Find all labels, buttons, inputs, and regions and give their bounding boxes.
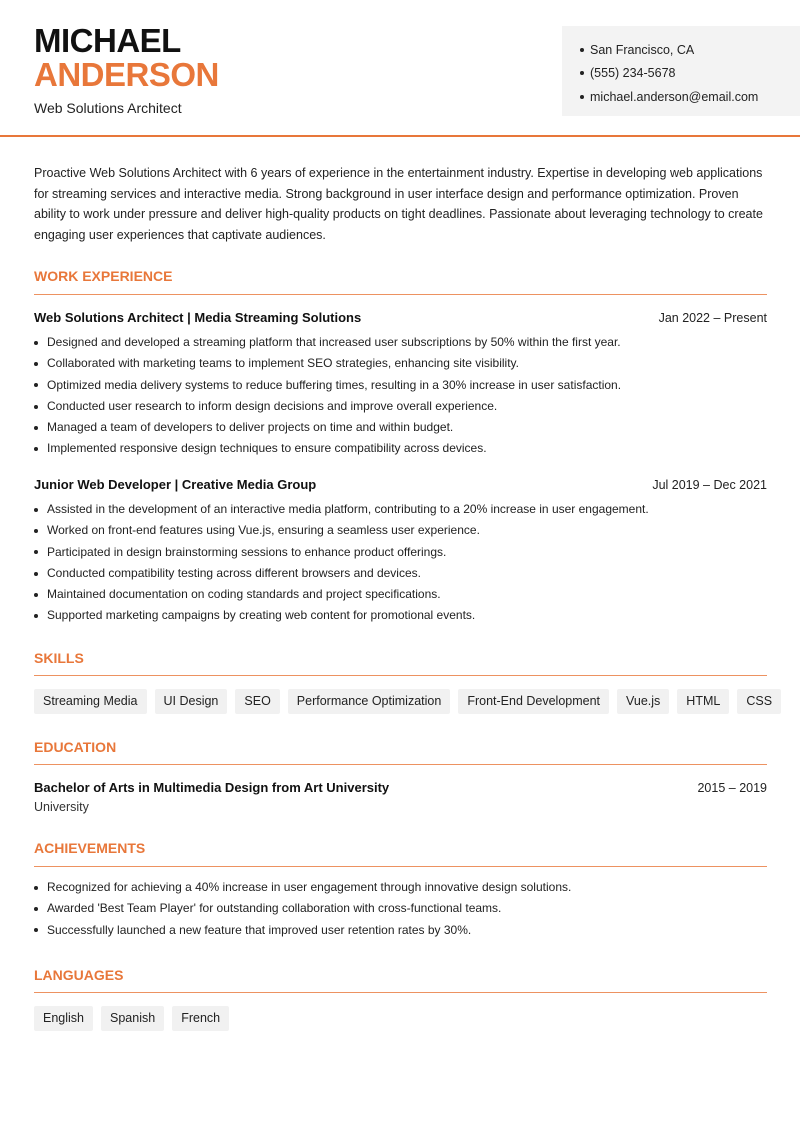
role-header xyxy=(34,477,767,492)
language-tag: French xyxy=(172,1006,229,1031)
role-bullets xyxy=(34,499,769,627)
bullet-text: Recognized for achieving a 40% increase in user engagement through innovative design solutions. xyxy=(47,880,572,894)
bullet-icon xyxy=(34,362,38,366)
bullet-text: Assisted in the development of an interactive media platform, contributing to a 20% increase in user engagement. xyxy=(47,502,649,516)
role-title: Junior Web Developer | Creative Media Group xyxy=(34,477,317,492)
bullet-text: Managed a team of developers to deliver projects on time and within budget. xyxy=(47,420,454,435)
achievements-list xyxy=(34,877,769,941)
first-name: MICHAEL xyxy=(34,22,181,59)
list-item xyxy=(34,563,769,584)
contact-phone-text: (555) 234-5678 xyxy=(590,66,676,81)
bullet-icon xyxy=(34,907,38,911)
contact-email-text[interactable]: michael.anderson@email.com xyxy=(590,89,759,104)
list-item xyxy=(34,332,769,353)
bullet-text: Conducted user research to inform design decisions and improve overall experience. xyxy=(47,398,498,413)
last-name: ANDERSON xyxy=(34,56,219,93)
list-item xyxy=(34,353,769,374)
skill-tag: CSS xyxy=(737,689,781,714)
list-item xyxy=(34,438,769,459)
contact-location-text: San Francisco, CA xyxy=(590,42,695,57)
bullet-icon xyxy=(34,550,38,554)
bullet-text: Worked on front-end features using Vue.js, ensuring a seamless user experience. xyxy=(47,523,480,538)
bullet-text: Designed and developed a streaming platform that increased user subscriptions by 50% within the first year. xyxy=(47,335,621,349)
school-name: University xyxy=(34,800,89,814)
bullet-text: Implemented responsive design techniques to ensure compatibility across devices. xyxy=(47,441,487,456)
skill-tag: Vue.js xyxy=(617,689,669,714)
bullet-icon xyxy=(34,383,38,387)
skill-tag: HTML xyxy=(677,689,729,714)
bullet-text: Optimized media delivery systems to reduce buffering times, resulting in a 30% increase in user satisfaction. xyxy=(47,377,622,392)
list-item xyxy=(34,898,769,919)
bullet-icon xyxy=(34,928,38,932)
list-item xyxy=(34,877,769,898)
skill-tag: SEO xyxy=(235,689,279,714)
language-tag: English xyxy=(34,1006,93,1031)
bullet-icon xyxy=(34,614,38,618)
skill-tag: Performance Optimization xyxy=(288,689,451,714)
list-item xyxy=(34,920,769,941)
section-title-education: EDUCATION xyxy=(34,739,117,755)
list-item xyxy=(34,499,769,520)
role-header xyxy=(34,310,767,325)
bullet-icon xyxy=(34,447,38,451)
list-item xyxy=(34,542,769,563)
role-bullets xyxy=(34,332,769,460)
bullet-text: Collaborated with marketing teams to implement SEO strategies, enhancing site visibility. xyxy=(47,356,519,371)
bullet-icon xyxy=(34,572,38,576)
contact-phone xyxy=(580,62,800,86)
section-divider xyxy=(34,675,767,676)
contact-box xyxy=(562,26,800,116)
section-title-work: WORK EXPERIENCE xyxy=(34,268,173,284)
bullet-text: Conducted compatibility testing across different browsers and devices. xyxy=(47,565,421,580)
bullet-text: Successfully launched a new feature that improved user retention rates by 30%. xyxy=(47,922,472,937)
section-divider xyxy=(34,764,767,765)
bullet-text: Participated in design brainstorming sessions to enhance product offerings. xyxy=(47,544,447,559)
contact-location xyxy=(580,38,800,62)
list-item xyxy=(34,417,769,438)
list-item xyxy=(34,605,769,626)
list-item xyxy=(34,375,769,396)
section-divider xyxy=(34,992,767,993)
professional-summary: Proactive Web Solutions Architect with 6 years of experience in the entertainment industry. Expertise in developing web applications for streaming services and interactive media. Strong background in user interface design and performance optimization. Proven ability to work under pressure and deliver high-quality products on tight deadlines. Passionate about leveraging technology to create engaging user experiences that captivate audiences. xyxy=(34,166,763,243)
section-title-achievements: ACHIEVEMENTS xyxy=(34,840,146,856)
section-divider xyxy=(34,866,767,867)
bullet-icon xyxy=(34,886,38,890)
skill-tag: Streaming Media xyxy=(34,689,147,714)
section-title-skills: SKILLS xyxy=(34,650,84,666)
bullet-text: Awarded 'Best Team Player' for outstanding collaboration with cross-functional teams. xyxy=(47,901,502,916)
bullet-icon xyxy=(34,593,38,597)
education-date: 2015 – 2019 xyxy=(697,781,767,795)
education-header xyxy=(34,780,767,795)
bullet-icon xyxy=(34,426,38,430)
section-divider xyxy=(34,294,767,295)
bullet-text: Maintained documentation on coding standards and project specifications. xyxy=(47,587,441,602)
bullet-icon xyxy=(34,508,38,512)
list-item xyxy=(34,584,769,605)
degree-title: Bachelor of Arts in Multimedia Design from Art University xyxy=(34,780,390,795)
list-item xyxy=(34,396,769,417)
skill-tag: UI Design xyxy=(155,689,228,714)
skills-list xyxy=(34,689,781,714)
languages-list xyxy=(34,1006,229,1031)
section-title-languages: LANGUAGES xyxy=(34,967,124,983)
job-title: Web Solutions Architect xyxy=(34,100,182,116)
bullet-icon xyxy=(580,95,584,99)
contact-email[interactable] xyxy=(580,85,800,109)
bullet-icon xyxy=(580,48,584,52)
resume-header xyxy=(0,0,800,137)
language-tag: Spanish xyxy=(101,1006,164,1031)
skill-tag: Front-End Development xyxy=(458,689,609,714)
role-date: Jan 2022 – Present xyxy=(658,311,767,325)
bullet-icon xyxy=(34,341,38,345)
bullet-text: Supported marketing campaigns by creating web content for promotional events. xyxy=(47,608,476,623)
bullet-icon xyxy=(580,71,584,75)
bullet-icon xyxy=(34,405,38,409)
bullet-icon xyxy=(34,529,38,533)
role-title: Web Solutions Architect | Media Streaming Solutions xyxy=(34,310,362,325)
role-date: Jul 2019 – Dec 2021 xyxy=(652,478,767,492)
list-item xyxy=(34,520,769,541)
